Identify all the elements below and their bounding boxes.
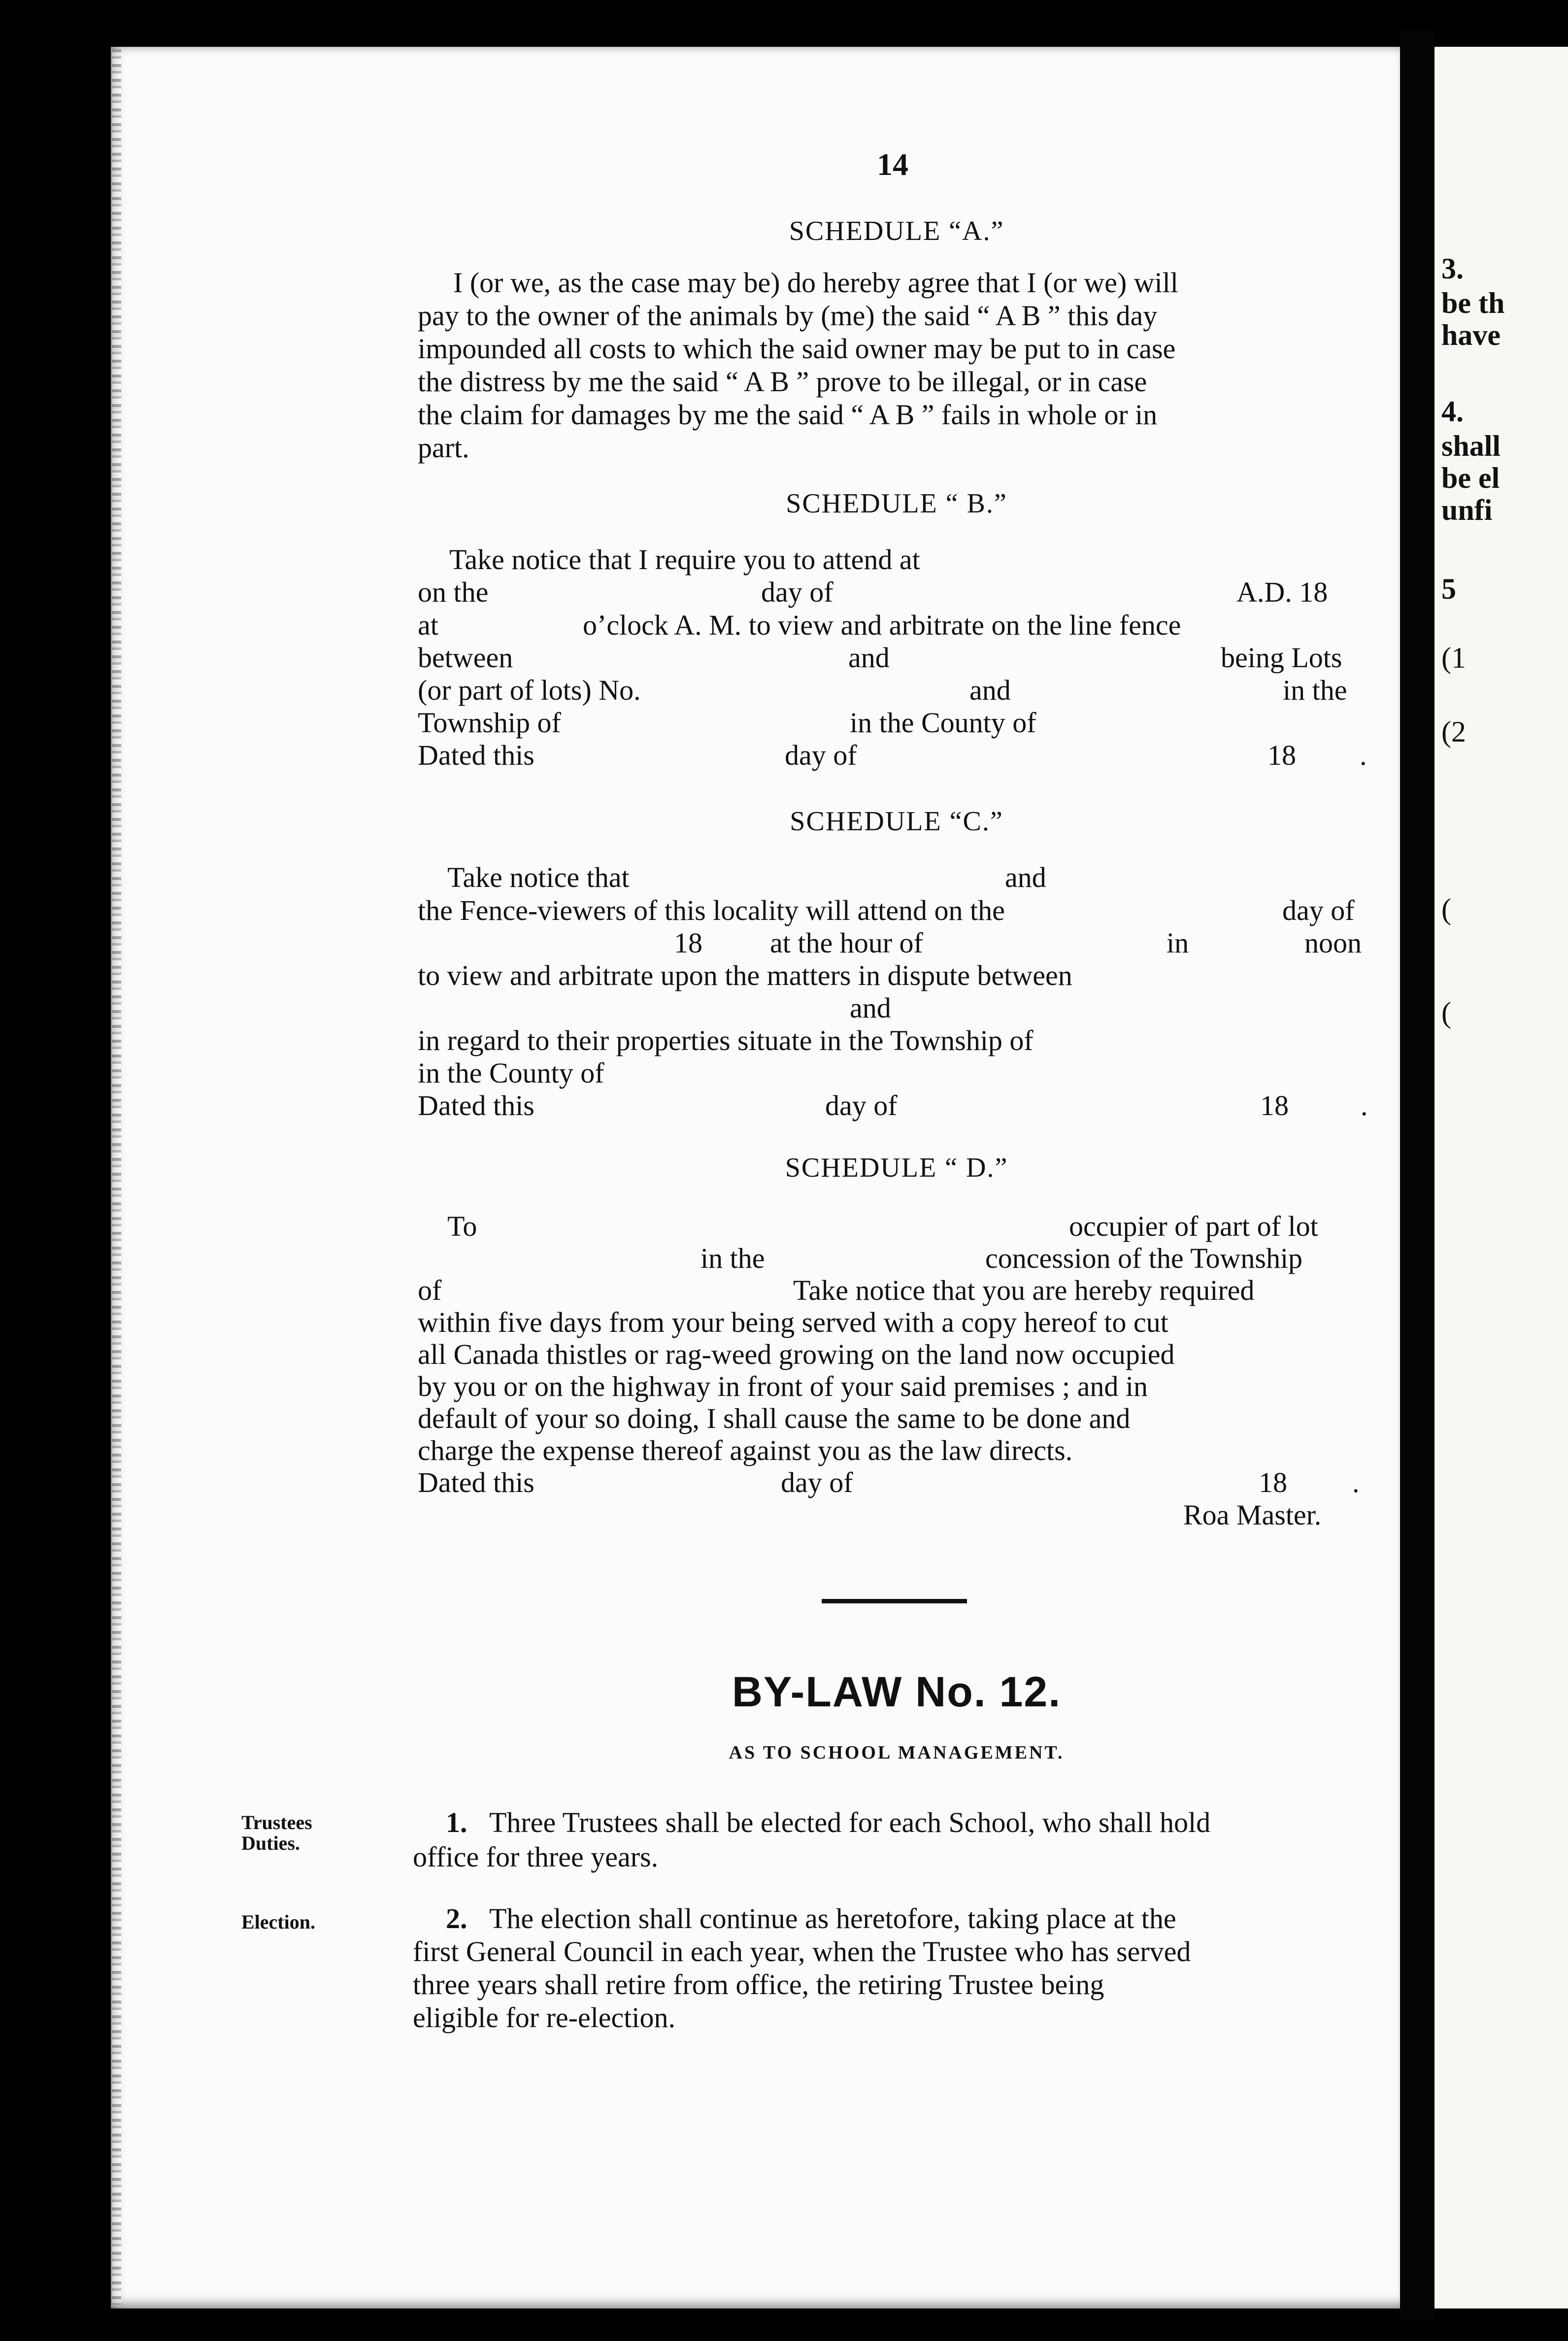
schedule-d-text: concession of the Township xyxy=(985,1242,1303,1274)
schedule-b-text: (or part of lots) No. xyxy=(418,674,641,706)
section-line: eligible for re-election. xyxy=(413,2002,676,2034)
schedule-c-text: 18 xyxy=(1260,1089,1289,1121)
schedule-d-text: Take notice that you are hereby required xyxy=(793,1274,1255,1306)
schedule-d-text: Dated this xyxy=(418,1466,534,1498)
schedule-c-text: day of xyxy=(1282,894,1355,926)
schedule-c-text: noon xyxy=(1304,927,1362,959)
adjacent-fragment: ( xyxy=(1441,996,1451,1029)
adjacent-fragment: (1 xyxy=(1441,642,1466,674)
schedule-d-text: . xyxy=(1352,1466,1360,1498)
adjacent-fragment: shall xyxy=(1441,430,1501,462)
schedule-d-text: in the xyxy=(701,1242,765,1274)
adjacent-fragment: (2 xyxy=(1441,715,1466,748)
schedule-a-line: pay to the owner of the animals by (me) the said “ A B ” this day xyxy=(418,300,1158,332)
schedule-b-text: A.D. 18 xyxy=(1236,576,1328,608)
schedule-b-text: . xyxy=(1360,739,1367,771)
schedule-b-text: and xyxy=(969,674,1011,706)
section-line: Three Trustees shall be elected for each School, who shall hold xyxy=(489,1806,1211,1838)
adjacent-fragment: 4. xyxy=(1441,395,1464,428)
schedule-a-line: impounded all costs to which the said owner may be put to in case xyxy=(418,333,1176,365)
schedule-b-text: Dated this xyxy=(418,739,534,771)
schedule-d-line: all Canada thistles or rag-weed growing on the land now occupied xyxy=(418,1338,1175,1370)
page-number: 14 xyxy=(877,147,908,182)
schedule-d-text: of xyxy=(418,1274,442,1306)
adjacent-fragment: ( xyxy=(1441,893,1451,925)
schedule-c-text: Take notice that xyxy=(447,861,630,893)
schedule-a-line: I (or we, as the case may be) do hereby agree that I (or we) will xyxy=(453,267,1178,299)
schedule-b-line: Take notice that I require you to attend at xyxy=(449,543,920,576)
schedule-c-text: in xyxy=(1167,927,1189,959)
schedule-d-line: by you or on the highway in front of your said premises ; and in xyxy=(418,1370,1148,1402)
schedule-b-text: o’clock A. M. to view and arbitrate on the line fence xyxy=(583,609,1181,641)
schedule-c-text: in regard to their properties situate in the Township of xyxy=(418,1024,1034,1056)
schedule-b-heading: SCHEDULE “ B.” xyxy=(786,488,1007,519)
schedule-a-line: the distress by me the said “ A B ” prove to be illegal, or in case xyxy=(418,366,1147,398)
schedule-d-line: charge the expense thereof against you as the law directs. xyxy=(418,1434,1073,1466)
schedule-c-text: in the County of xyxy=(418,1057,604,1089)
adjacent-fragment: unfi xyxy=(1441,494,1493,526)
binding-gutter xyxy=(1400,30,1435,2321)
schedule-c-text: Dated this xyxy=(418,1089,534,1121)
schedule-d-heading: SCHEDULE “ D.” xyxy=(785,1153,1008,1183)
schedule-c-text: . xyxy=(1361,1089,1368,1121)
margin-note-trustees: Trustees Duties. xyxy=(241,1811,312,1854)
schedule-b-text: at xyxy=(418,609,438,641)
schedule-b-text: on the xyxy=(418,576,489,608)
section-divider xyxy=(822,1599,967,1603)
adjacent-fragment: have xyxy=(1441,319,1501,351)
schedule-b-text: in the County of xyxy=(850,707,1036,739)
adjacent-fragment: be th xyxy=(1441,287,1505,319)
schedule-d-line: within five days from your being served with a copy hereof to cut xyxy=(418,1306,1168,1338)
section-line: office for three years. xyxy=(413,1841,659,1873)
section-line: The election shall continue as heretofore, taking place at the xyxy=(489,1902,1176,1934)
adjacent-fragment: be el xyxy=(1441,462,1500,494)
schedule-c-text: and xyxy=(850,992,891,1024)
schedule-c-text: the Fence-viewers of this locality will attend on the xyxy=(418,894,1005,926)
section-number: 2. xyxy=(446,1902,467,1934)
schedule-d-text: occupier of part of lot xyxy=(1069,1210,1318,1242)
schedule-c-text: at the hour of xyxy=(770,927,923,959)
adjacent-page xyxy=(1435,47,1568,2308)
schedule-b-text: day of xyxy=(761,576,834,608)
bylaw-title: BY-LAW No. 12. xyxy=(732,1668,1062,1716)
schedule-b-text: Township of xyxy=(418,707,561,739)
adjacent-fragment: 5 xyxy=(1441,573,1456,605)
schedule-c-text: and xyxy=(1005,861,1046,893)
section-line: three years shall retire from office, the retiring Trustee being xyxy=(413,1968,1104,2001)
adjacent-fragment: 3. xyxy=(1441,252,1464,285)
schedule-a-line: the claim for damages by me the said “ A B ” fails in whole or in xyxy=(418,399,1158,431)
schedule-c-text: 18 xyxy=(674,927,702,959)
schedule-c-text: day of xyxy=(825,1089,898,1121)
schedule-a-heading: SCHEDULE “A.” xyxy=(789,216,1004,246)
schedule-d-text: day of xyxy=(781,1466,853,1498)
schedule-b-text: day of xyxy=(785,739,857,771)
schedule-c-heading: SCHEDULE “C.” xyxy=(790,806,1003,837)
schedule-d-text: 18 xyxy=(1259,1466,1287,1498)
schedule-b-text: being Lots xyxy=(1221,642,1342,674)
schedule-b-text: in the xyxy=(1283,674,1347,706)
schedule-b-text: between xyxy=(418,642,513,674)
schedule-d-text: To xyxy=(447,1210,477,1242)
bylaw-subtitle: AS TO SCHOOL MANAGEMENT. xyxy=(729,1742,1065,1763)
schedule-c-line: to view and arbitrate upon the matters in dispute between xyxy=(418,959,1072,991)
page-edge xyxy=(112,49,121,2306)
schedule-b-text: and xyxy=(848,642,890,674)
schedule-b-text: 18 xyxy=(1268,739,1296,771)
section-line: first General Council in each year, when the Trustee who has served xyxy=(413,1935,1191,1968)
section-number: 1. xyxy=(446,1806,467,1838)
schedule-a-line: part. xyxy=(418,432,469,464)
signature-line: Roa Master. xyxy=(1183,1499,1322,1531)
margin-note-election: Election. xyxy=(241,1911,315,1933)
schedule-d-line: default of your so doing, I shall cause the same to be done and xyxy=(418,1402,1131,1434)
